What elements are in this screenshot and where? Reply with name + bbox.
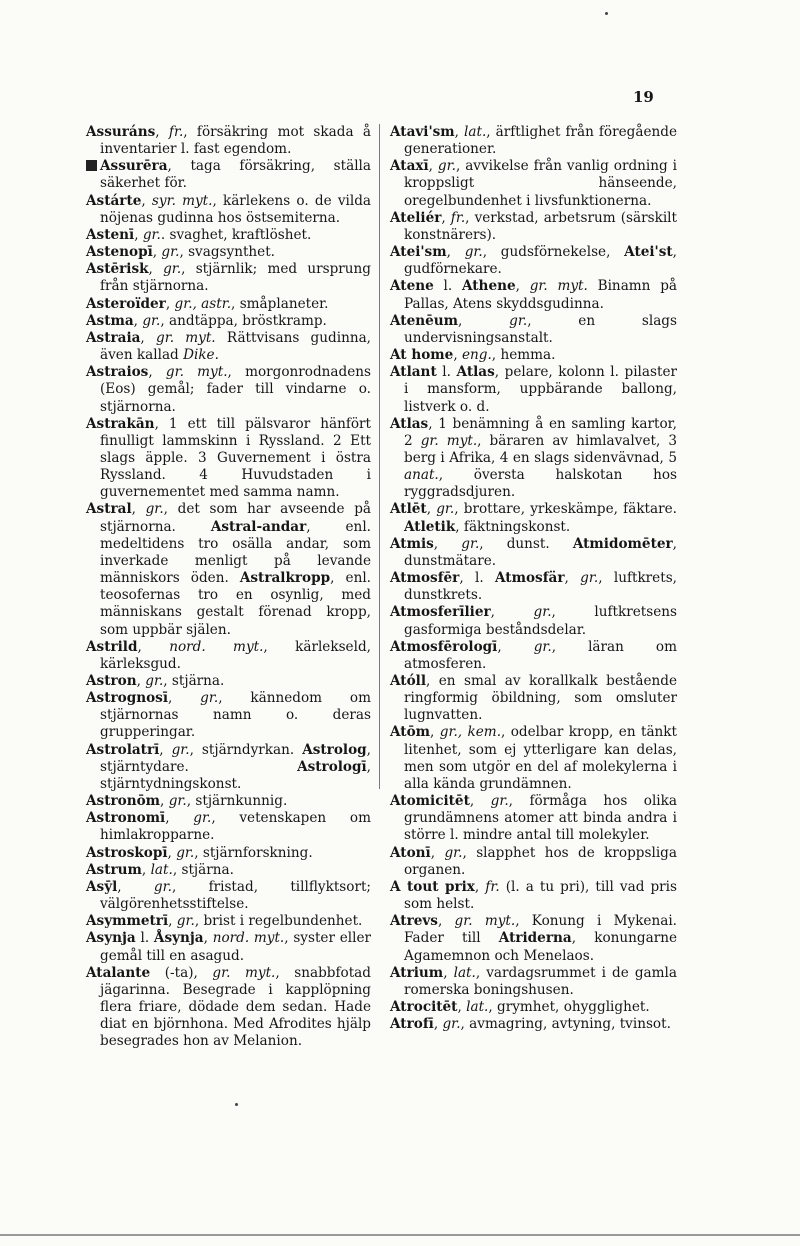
speck <box>235 1103 238 1106</box>
definition-text: , konungarne Agamemnon och Menelaos. <box>404 930 677 964</box>
definition-text: , <box>490 604 534 621</box>
dictionary-entry <box>390 673 677 724</box>
etymology-label: gr. <box>444 844 463 861</box>
speck <box>605 12 608 15</box>
definition-text: (l. a tu pri), till vad pris som helst. <box>404 878 677 913</box>
definition-text: , <box>148 261 164 278</box>
dictionary-entry <box>86 261 371 295</box>
etymology-label: gr. <box>509 312 528 329</box>
headword: Åsynja <box>153 930 204 947</box>
headword: Atonī <box>390 844 431 861</box>
headword: Astral <box>86 501 132 518</box>
dictionary-entry <box>390 999 677 1016</box>
definition-text: , brist i regelbundenhet. <box>194 913 363 930</box>
etymology-label: gr. myt. <box>529 278 588 295</box>
definition-text: , <box>457 998 467 1015</box>
definition-text: , slapphet hos de kroppsliga organen. <box>404 844 677 878</box>
headword: Asymmetrī <box>86 913 169 930</box>
headword: Astronomī <box>86 810 166 827</box>
headword: Assurēra <box>100 158 168 175</box>
definition-text: , <box>433 535 462 552</box>
dictionary-entry <box>86 913 371 930</box>
definition-text: , en slags undervisningsanstalt. <box>404 312 677 346</box>
dictionary-entry <box>390 724 677 793</box>
definition-text: . svaghet, kraftlöshet. <box>160 226 312 243</box>
dictionary-entry <box>86 673 371 690</box>
definition-text: , <box>167 844 177 861</box>
etymology-label: gr. <box>142 226 161 243</box>
headword: Astērisk <box>86 261 149 278</box>
dictionary-entry <box>390 879 677 913</box>
headword: Astrolatrī <box>86 741 160 758</box>
definition-text: , grymhet, ohygglighet. <box>488 998 650 1015</box>
dictionary-entry <box>86 227 371 244</box>
definition-text: , gudsförnekelse, <box>482 244 625 261</box>
etymology-label: nord. myt. <box>212 930 285 947</box>
dictionary-entry <box>86 879 371 913</box>
definition-text: , <box>441 209 451 226</box>
definition-text: , stjärnkunnig. <box>186 793 288 810</box>
headword: Atmosfērologī <box>390 638 498 655</box>
definition-text: , <box>454 124 465 140</box>
dictionary-entry <box>86 810 371 844</box>
dictionary-entry <box>86 742 371 793</box>
definition-text: , förmåga hos olika grundämnens atomer att binda andra i större l. mindre antal till molekyler. <box>404 793 677 844</box>
dictionary-entry <box>390 313 677 347</box>
headword: Atmidomēter <box>572 535 673 552</box>
headword: Atlēt <box>390 501 427 518</box>
definition-text: , l. <box>459 570 495 587</box>
headword: Atmosfēr <box>390 570 460 587</box>
etymology-label: lat. <box>464 124 487 140</box>
definition-text: , avvikelse från vanlig ordning i kroppsligt hänseende, oregelbundenhet i livsfunktionerna. <box>404 158 677 209</box>
definition-text: , ärftlighet från föregående generationer. <box>404 124 677 158</box>
definition-text: , <box>167 690 201 707</box>
definition-text: , enl. teosofernas tro en osynlig, med människans gestalt förenad kropp, som uppbär själen. <box>100 570 371 638</box>
etymology-label: fr. <box>450 209 466 226</box>
definition-text: , fristad, tillflyktsort; välgörenhetsstiftelse. <box>100 878 371 913</box>
definition-text: , <box>160 793 169 810</box>
headword: Atei'sm <box>390 244 447 261</box>
bottom-rule <box>0 1234 800 1236</box>
etymology-label: gr. <box>171 741 190 758</box>
definition-text: , vetenskapen om himlakropparne. <box>100 810 371 844</box>
headword: Astraia <box>86 329 141 346</box>
etymology-label: gr. <box>437 158 456 175</box>
definition-text: , <box>140 329 156 346</box>
definition-text: , stjärnforskning. <box>194 844 313 861</box>
headword: Asynja <box>86 930 136 947</box>
dictionary-entry <box>86 330 371 364</box>
headword: Asteroïder <box>86 295 166 312</box>
etymology-label: nord. myt. <box>169 638 264 655</box>
etymology-label: gr. myt. <box>420 432 478 449</box>
definition-text: , <box>131 501 146 518</box>
headword: Assuráns <box>86 124 156 140</box>
etymology-label: gr. <box>200 690 219 707</box>
headword: Atóll <box>390 673 426 689</box>
headword: Atavi'sm <box>390 124 455 140</box>
column-divider <box>379 124 380 789</box>
definition-text: , stjärna. <box>163 673 225 689</box>
definition-text: , <box>426 501 437 518</box>
definition-text: , <box>453 347 462 364</box>
definition-text: , dunstmätare. <box>404 535 677 569</box>
dictionary-entry <box>86 313 371 330</box>
dictionary-entry <box>390 570 677 604</box>
headword: Atrocitēt <box>390 998 458 1015</box>
definition-text: , svagsynthet. <box>179 244 275 261</box>
etymology-label: eng. <box>461 347 492 364</box>
definition-text: Binamn på Pallas, Atens skyddsgudinna. <box>404 278 677 312</box>
headword: Astroskopī <box>86 844 168 861</box>
headword: Atriderna <box>498 930 572 947</box>
definition-text: , <box>437 913 455 930</box>
etymology-label: anat. <box>404 467 439 484</box>
etymology-label: gr. myt. <box>165 364 228 381</box>
right-column <box>390 124 677 1033</box>
dictionary-entry <box>390 278 677 312</box>
etymology-label: gr. <box>168 793 187 810</box>
definition-text: , <box>168 913 177 930</box>
definition-text: , <box>152 244 162 261</box>
headword: Astralkropp <box>239 570 331 587</box>
headword: Athene <box>461 278 516 295</box>
headword: Astenī <box>86 226 135 243</box>
definition-text: , bäraren av himlavalvet, 3 berg i Afrika, 4 en slags sidenvävnad, 5 <box>404 432 677 466</box>
dictionary-entry <box>86 862 371 879</box>
dictionary-entry <box>390 210 677 244</box>
dictionary-entry <box>86 690 371 741</box>
definition-text: , andtäppa, bröstkramp. <box>160 312 327 329</box>
dictionary-entry <box>86 793 371 810</box>
headword: Astrolog <box>302 741 367 758</box>
headword: A tout prix <box>390 878 475 895</box>
dictionary-entry <box>390 244 677 278</box>
definition-text: , morgonrodnadens (Eos) gemål; fader till vindarne o. stjärnorna. <box>100 364 371 415</box>
printers-mark-icon <box>86 160 97 171</box>
headword: Atrevs <box>390 913 438 930</box>
headword: Astrild <box>86 638 138 655</box>
definition-text: , <box>155 124 169 140</box>
definition-text: , stjärndyrkan. <box>189 741 303 758</box>
definition-text: , läran om atmosferen. <box>404 638 677 672</box>
etymology-label: lat. <box>453 964 476 981</box>
definition-text: , <box>443 964 454 981</box>
definition-text: , översta halskotan hos ryggradsdjuren. <box>404 467 677 501</box>
etymology-label: gr. <box>145 501 164 518</box>
definition-text: , taga försäkring, ställa säkerhet för. <box>100 158 371 192</box>
headword: Ateliér <box>390 209 442 226</box>
headword: Atalante <box>86 964 151 981</box>
definition-text: , <box>148 364 166 381</box>
dictionary-entry <box>390 913 677 964</box>
headword: Atrium <box>390 964 444 981</box>
etymology-label: gr. myt. <box>156 329 216 346</box>
definition-text: , stjärntydare. <box>100 741 371 775</box>
dictionary-entry <box>86 193 371 227</box>
dictionary-entry <box>390 639 677 673</box>
etymology-label: gr. myt. <box>454 913 516 930</box>
definition-text: l. <box>433 278 462 295</box>
etymology-label: gr. <box>176 913 195 930</box>
dictionary-entry <box>390 1016 677 1033</box>
definition-text: , en smal av korallkalk bestående ringformig öbildning, som omsluter lugnvatten. <box>404 673 677 724</box>
headword: Astron <box>86 673 137 689</box>
etymology-label: fr. <box>168 124 184 140</box>
definition-text: , <box>564 570 581 587</box>
definition-text: , stjärna. <box>172 861 234 878</box>
definition-text: , kärlekens o. de vilda nöjenas gudinna hos östsemiterna. <box>100 192 371 226</box>
dictionary-entry <box>390 347 677 364</box>
headword: Atletik <box>404 518 456 535</box>
definition-text: , dunst. <box>479 535 573 552</box>
etymology-label: gr. <box>533 604 552 621</box>
dictionary-entry <box>86 639 371 673</box>
headword: Astral-andar <box>210 518 307 535</box>
dictionary-entry <box>86 364 371 415</box>
definition-text: , det som har avseende på stjärnorna. <box>100 501 371 535</box>
definition-text: , <box>497 638 534 655</box>
definition-text: , pelare, kolonn l. pilaster i mansform, uppbärande ballong, listverk o. d. <box>404 364 677 415</box>
headword: Astronōm <box>86 793 161 810</box>
headword: Astraios <box>86 364 149 381</box>
definition-text: , <box>133 312 143 329</box>
etymology-label: gr. <box>533 638 552 655</box>
headword: Atene <box>390 278 434 295</box>
definition-text: , enl. medeltidens tro osälla andar, som inverkade menligt på levande människors öden. <box>100 518 371 587</box>
etymology-label: lat. <box>150 861 173 878</box>
headword: Astrum <box>86 861 142 878</box>
definition-text: (-ta), <box>150 964 213 981</box>
definition-text: , verkstad, arbetsrum (särskilt konstnärers). <box>404 209 677 243</box>
definition-text: l. <box>135 930 154 947</box>
headword: Asȳl <box>86 878 118 895</box>
etymology-label: lat. <box>466 998 489 1015</box>
dictionary-entry <box>86 416 371 502</box>
definition-text: , gudförnekare. <box>404 244 677 278</box>
dictionary-entry <box>86 124 371 158</box>
etymology-label: gr. <box>142 312 161 329</box>
etymology-label: gr., astr. <box>174 295 232 312</box>
dictionary-entry <box>390 536 677 570</box>
etymology-label: gr. <box>436 501 455 518</box>
headword: Astenopī <box>86 244 153 261</box>
etymology-label: gr. <box>442 1016 461 1033</box>
definition-text: , kännedom om stjärnornas namn o. deras grupperingar. <box>100 690 371 741</box>
headword: Ataxī <box>390 158 429 175</box>
definition-text: , <box>446 244 465 261</box>
definition-text: , <box>117 878 154 895</box>
dictionary-entry <box>390 416 677 502</box>
dictionary-entry <box>86 158 371 192</box>
definition-text: , <box>141 192 152 209</box>
definition-text: , <box>203 930 213 947</box>
headword: Astrognosī <box>86 690 168 707</box>
left-column <box>86 124 371 1050</box>
dictionary-entry <box>86 501 371 638</box>
headword: Astrologī <box>297 758 367 775</box>
dictionary-entry <box>390 124 677 158</box>
definition-text: , <box>165 295 175 312</box>
definition-text: , småplaneter. <box>231 295 329 312</box>
definition-text: , <box>474 878 486 895</box>
etymology-label: gr. <box>490 793 509 810</box>
definition-text: , <box>165 810 194 827</box>
etymology-label: gr. <box>580 570 599 587</box>
definition-text: , luftkretsens gasformiga beståndsdelar. <box>404 604 677 638</box>
dictionary-entry <box>86 244 371 261</box>
definition-text: , 1 ett till pälsvaror hänfört finulligt lammskinn i Ryssland. 2 Ett slags äpple. 3 Guvernement i östra Ryssland. 4 Huvudstaden i guvernementet med samma namn. <box>100 415 371 501</box>
definition-text: Rättvisans gudinna, även kallad <box>100 329 371 364</box>
definition-text: , kärlekseld, kärleksgud. <box>100 638 371 672</box>
etymology-label: gr. <box>161 244 180 261</box>
etymology-label: gr. <box>176 844 195 861</box>
definition-text: , luftkrets, dunstkrets. <box>404 570 677 604</box>
headword: Atmis <box>390 535 434 552</box>
dictionary-entry <box>390 158 677 209</box>
definition-text: , avmagring, avtyning, tvinsot. <box>460 1016 671 1033</box>
dictionary-entry <box>390 604 677 638</box>
definition-text: , odelbar kropp, en tänkt litenhet, som ej ytterligare kan delas, men som utgör en del af molekylerna i alla kända grundämnen. <box>404 724 677 792</box>
headword: Atenēum <box>390 312 459 329</box>
definition-text: , <box>134 226 143 243</box>
headword: Atōm <box>390 724 431 741</box>
etymology-label: gr. <box>145 673 164 689</box>
definition-text: , Konung i Mykenai. Fader till <box>404 913 678 947</box>
dictionary-entry <box>390 965 677 999</box>
definition-text: , <box>430 724 440 741</box>
definition-text: , <box>159 741 172 758</box>
headword: Atmosferīlier <box>390 604 491 621</box>
etymology-label: gr. <box>464 244 483 261</box>
definition-text: , stjärnlik; med ursprung från stjärnorna. <box>100 261 371 295</box>
etymology-label: gr. <box>163 261 182 278</box>
dictionary-entry <box>86 845 371 862</box>
dictionary-entry <box>86 930 371 964</box>
definition-text: , stjärntydningskonst. <box>100 758 371 792</box>
definition-text: , <box>469 793 491 810</box>
page-number: 19 <box>633 88 654 106</box>
dictionary-entry <box>390 501 677 535</box>
etymology-label: Dike. <box>183 347 219 364</box>
etymology-label: gr. <box>193 810 212 827</box>
headword: Atrofī <box>390 1016 434 1033</box>
dictionary-entry <box>86 965 371 1051</box>
dictionary-entry <box>390 364 677 415</box>
definition-text: , 1 benämning å en samling kartor, 2 <box>404 415 677 449</box>
definition-text: , hemma. <box>491 347 556 364</box>
headword: At home <box>390 347 454 364</box>
definition-text: , <box>458 312 510 329</box>
definition-text: , <box>137 638 170 655</box>
definition-text: , fäktningskonst. <box>455 518 571 535</box>
dictionary-entry <box>390 845 677 879</box>
headword: Atlas <box>390 415 429 432</box>
headword: Atomicitēt <box>390 793 470 810</box>
definition-text: , syster eller gemål till en asagud. <box>100 930 371 964</box>
headword: Astrakān <box>86 415 155 432</box>
definition-text: , <box>433 1016 443 1033</box>
definition-text: , <box>430 844 445 861</box>
definition-text: , <box>141 861 151 878</box>
definition-text: , vardagsrummet i de gamla romerska boningshusen. <box>404 964 677 998</box>
etymology-label: gr., kem. <box>439 724 502 741</box>
headword: Astárte <box>86 192 142 209</box>
etymology-label: syr. myt. <box>151 192 213 209</box>
headword: Atei'st <box>624 244 673 261</box>
headword: Atmosfär <box>495 570 565 587</box>
definition-text: , <box>428 158 438 175</box>
etymology-label: fr. <box>485 878 500 895</box>
definition-text: , <box>515 278 530 295</box>
definition-text: , snabbfotad jägarinna. Besegrade i kapplöpning flera friare, dödade dem sedan. Hade diat en björnhona. Med Afrodites hjälp besegrades hon av Melanion. <box>100 964 371 1050</box>
dictionary-entry <box>390 793 677 844</box>
etymology-label: gr. myt. <box>212 964 276 981</box>
etymology-label: gr. <box>153 878 172 895</box>
dictionary-entry <box>86 296 371 313</box>
etymology-label: gr. <box>461 535 480 552</box>
definition-text: , brottare, yrkeskämpe, fäktare. <box>454 501 677 518</box>
headword: Atlant <box>390 364 437 381</box>
definition-text: , försäkring mot skada å inventarier l. fast egendom. <box>100 124 371 158</box>
headword: Astma <box>86 312 134 329</box>
definition-text: , <box>136 673 146 689</box>
headword: Atlas <box>456 364 495 381</box>
definition-text: l. <box>436 364 457 381</box>
